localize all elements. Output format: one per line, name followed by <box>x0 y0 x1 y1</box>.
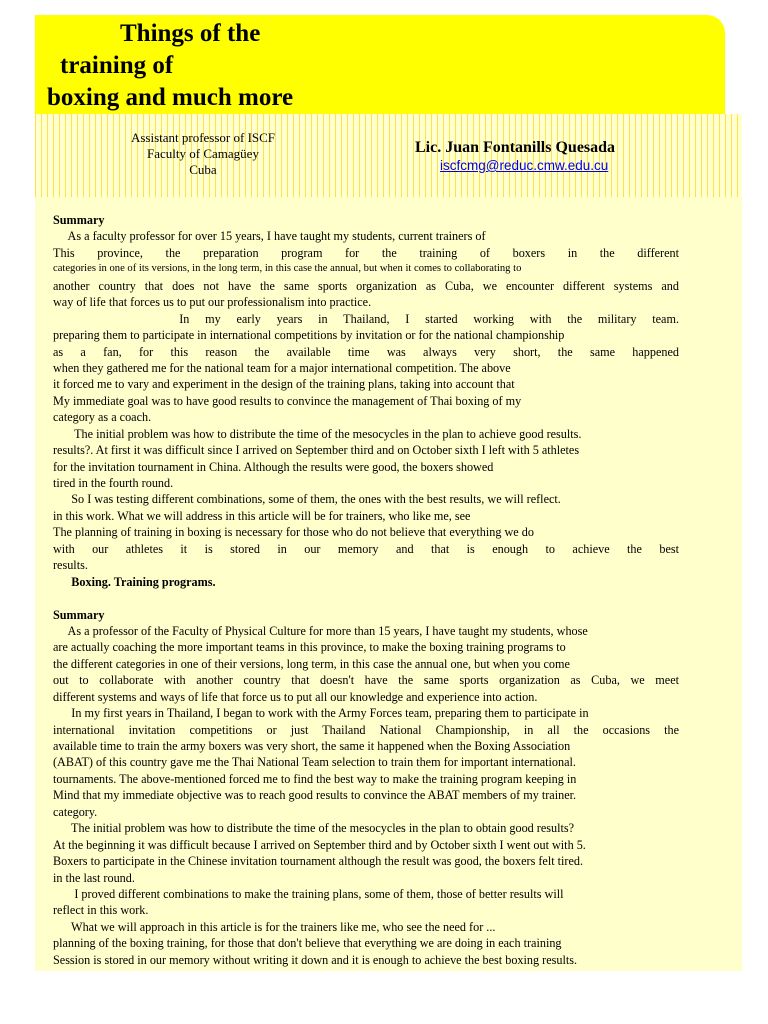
title-line-1: Things of the <box>120 20 261 47</box>
affiliation-line: Faculty of Camagüey <box>147 146 259 161</box>
affiliation-line: Assistant professor of ISCF <box>130 130 276 145</box>
text-line: preparing them to participate in international competitions by invitation or for the national championship <box>53 328 565 343</box>
text-line: This province, the preparation program for the training of boxers in the different <box>53 245 679 260</box>
text-line: At the beginning it was difficult because I arrived on September third and by October sixth I went out with 5. <box>53 837 586 852</box>
spacer <box>53 590 679 606</box>
text-line: So I was testing different combinations, some of them, the ones with the best results, we will reflect. <box>53 492 561 507</box>
summary-paragraphs <box>53 623 679 968</box>
text-line: The initial problem was how to distribute the time of the mesocycles in the plan to achieve good results. <box>53 426 582 441</box>
text-line: As a faculty professor for over 15 years, I have taught my students, current trainers of <box>53 229 486 244</box>
text-line: reflect in this work. <box>53 903 149 918</box>
summary-paragraphs <box>53 228 679 573</box>
text-line: results?. At first it was difficult since I arrived on September third and on October sixth I left with 5 athletes <box>53 443 580 458</box>
text-line: In my early years in Thailand, I started working with the military team. <box>53 311 679 326</box>
text-line: In my first years in Thailand, I began to work with the Army Forces team, preparing them to participate in <box>53 706 589 721</box>
author-email-link[interactable]: iscfcmg@reduc.cmw.edu.cu <box>440 158 609 173</box>
text-line: in this work. What we will address in this article will be for trainers, who like me, see <box>53 508 471 523</box>
text-line: My immediate goal was to have good results to convince the management of Thai boxing of my <box>53 393 522 408</box>
text-line: category. <box>53 804 98 819</box>
text-line: As a professor of the Faculty of Physical Culture for more than 15 years, I have taught my students, whose <box>53 623 588 638</box>
text-line: way of life that forces us to put our professionalism into practice. <box>53 295 372 310</box>
text-line: the different categories in one of their versions, long term, in this case the annual one, but when you come <box>53 656 570 671</box>
text-line: are actually coaching the more important teams in this province, to make the boxing training programs to <box>53 640 566 655</box>
text-line: (ABAT) of this country gave me the Thai National Team selection to train them for important international. <box>53 755 576 770</box>
article-body <box>53 212 679 968</box>
section-heading: Summary <box>53 213 105 227</box>
author-affiliation <box>108 130 298 178</box>
author-name: Lic. Juan Fontanills Quesada <box>415 139 616 156</box>
text-line: for the invitation tournament in China. Although the results were good, the boxers showed <box>53 459 494 474</box>
affiliation-line: Cuba <box>189 162 217 177</box>
text-line: as a fan, for this reason the available time was always very short, the same happened <box>53 344 679 359</box>
text-line: out to collaborate with another country that doesn't have the same sports organization as Cuba, we meet <box>53 673 679 688</box>
page-title <box>47 18 293 114</box>
text-line: tired in the fourth round. <box>53 476 174 490</box>
title-line-3: boxing and much more <box>47 84 294 111</box>
text-line: I proved different combinations to make the training plans, some of them, those of better results will <box>53 886 564 901</box>
text-line: Boxers to participate in the Chinese invitation tournament although the result was good, the boxers felt tired. <box>53 854 584 869</box>
text-line: Mind that my immediate objective was to reach good results to convince the ABAT members of my trainer. <box>53 788 577 803</box>
title-line-2: training of <box>60 52 174 79</box>
text-line: The initial problem was how to distribute the time of the mesocycles in the plan to obtain good results? <box>53 821 575 836</box>
text-line: available time to train the army boxers was very short, the same it happened when the Boxing Association <box>53 739 571 753</box>
text-line: planning of the boxing training, for those that don't believe that everything we are doing in each training <box>53 936 562 951</box>
text-line: with our athletes it is stored in our memory and that is enough to achieve the best <box>53 541 679 556</box>
text-line: when they gathered me for the national team for a major international competition. The above <box>53 360 511 375</box>
text-line: category as a coach. <box>53 410 152 425</box>
text-line: in the last round. <box>53 870 135 885</box>
text-line: categories in one of its versions, in the long term, in this case the annual, but when it comes to collaborating to <box>53 263 522 275</box>
text-line: What we will approach in this article is for the trainers like me, who see the need for ... <box>53 919 496 934</box>
text-line: another country that does not have the same sports organization as Cuba, we encounter different systems and <box>53 278 679 293</box>
section-heading: Summary <box>53 607 105 622</box>
keywords: Boxing. Training programs. <box>53 574 216 589</box>
text-line: Session is stored in our memory without writing it down and it is enough to achieve the best boxing results. <box>53 952 578 967</box>
text-line: results. <box>53 558 88 573</box>
text-line: tournaments. The above-mentioned forced me to find the best way to make the training program keeping in <box>53 771 577 786</box>
text-line: The planning of training in boxing is necessary for those who do not believe that everything we do <box>53 525 534 540</box>
text-line: different systems and ways of life that force us to put all our knowledge and experience into action. <box>53 689 538 704</box>
text-line: international invitation competitions or just Thailand National Championship, in all the occasions the <box>53 722 679 737</box>
text-line: it forced me to vary and experiment in the design of the training plans, taking into account that <box>53 377 515 392</box>
